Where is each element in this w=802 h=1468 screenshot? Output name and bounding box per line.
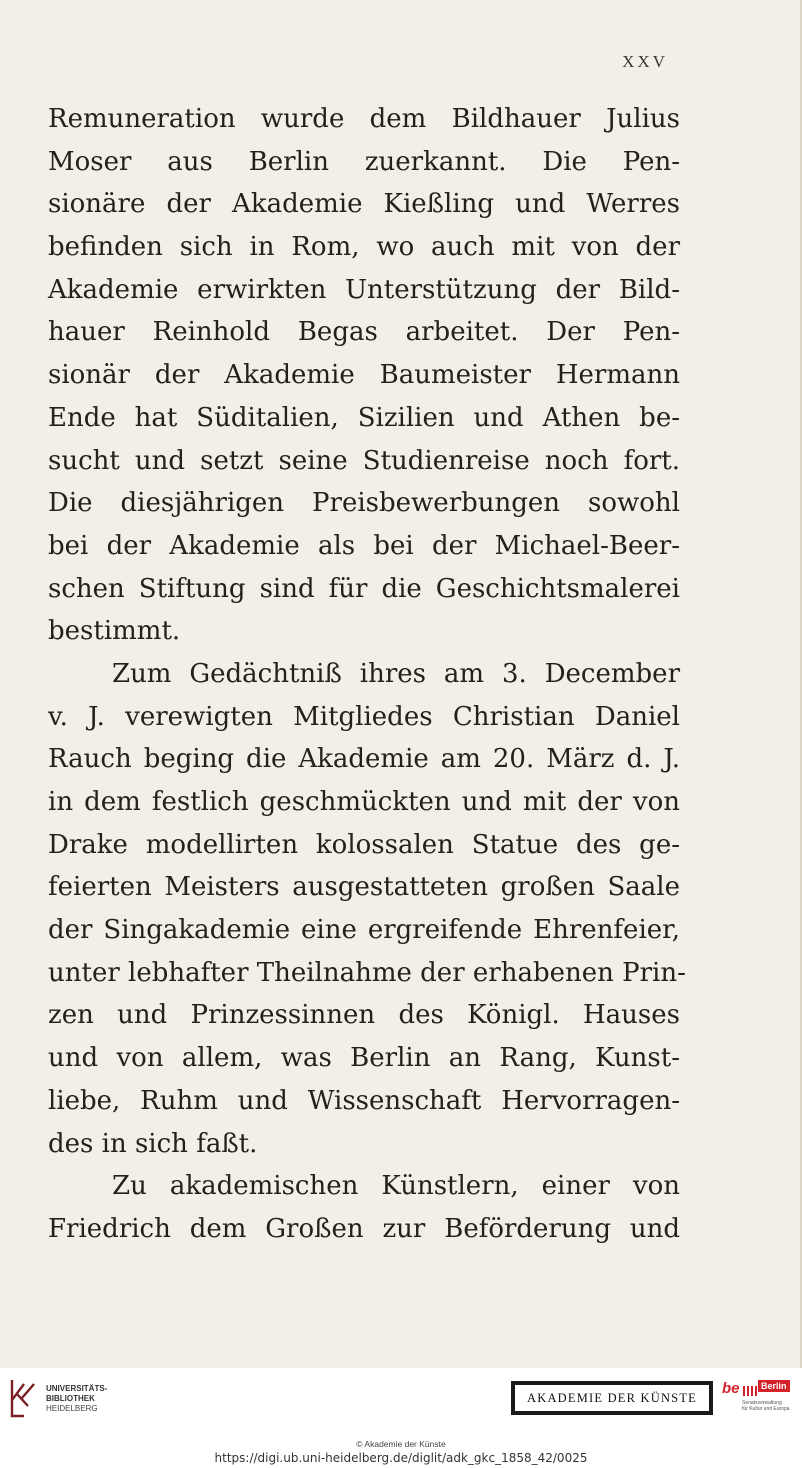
- text-line: liebe, Ruhm und Wissenschaft Hervorragen-: [48, 1085, 680, 1116]
- berlin-senate-text: [742, 1400, 790, 1412]
- berlin-be-mark: be: [722, 1380, 740, 1397]
- text-line: Zum Gedächtniß ihres am 3. December: [112, 658, 680, 689]
- library-name-line: UNIVERSITÄTS-: [46, 1384, 108, 1393]
- text-line: und von allem, was Berlin an Rang, Kunst-: [48, 1043, 680, 1074]
- university-library-name[interactable]: [46, 1384, 107, 1414]
- text-line: sucht und setzt seine Studienreise noch fort.: [48, 445, 680, 476]
- text-line: schen Stiftung sind für die Geschichtsmalerei: [48, 573, 680, 604]
- text-line: Akademie erwirkten Unterstützung der Bild-: [48, 274, 680, 305]
- text-line: Moser aus Berlin zuerkannt. Die Pen-: [48, 146, 680, 177]
- library-name-line: HEIDELBERG: [46, 1404, 98, 1413]
- text-line: Friedrich dem Großen zur Beförderung und: [48, 1213, 680, 1244]
- footer-bar: [0, 1370, 802, 1428]
- text-line: bei der Akademie als bei der Michael-Beer-: [48, 530, 680, 561]
- text-line: in dem festlich geschmückten und mit der von: [48, 787, 680, 817]
- text-line: bestimmt.: [48, 616, 181, 647]
- text-line: feierten Meisters ausgestatteten großen Saale: [48, 872, 680, 903]
- library-name-line: BIBLIOTHEK: [46, 1394, 95, 1403]
- text-line: befinden sich in Rom, wo auch mit von der: [48, 232, 680, 263]
- text-line: des in sich faßt.: [48, 1128, 258, 1159]
- text-line: Rauch beging die Akademie am 20. März d. J.: [48, 744, 680, 775]
- text-line: Ende hat Süditalien, Sizilien und Athen be-: [48, 402, 680, 433]
- text-line: hauer Reinhold Begas arbeitet. Der Pen-: [48, 317, 680, 348]
- text-line: unter lebhafter Theilnahme der erhabenen Prin-: [48, 957, 686, 988]
- text-line: zen und Prinzessinnen des Königl. Hauses: [48, 1000, 680, 1031]
- akademie-der-kuenste-logo[interactable]: [511, 1381, 713, 1415]
- text-line: Zu akademischen Künstlern, einer von: [112, 1171, 680, 1202]
- text-line: Drake modellirten kolossalen Statue des ge-: [48, 829, 680, 860]
- source-url[interactable]: https://digi.ub.uni-heidelberg.de/diglit/adk_gkc_1858_42/0025: [214, 1451, 588, 1465]
- text-line: Remuneration wurde dem Bildhauer Julius: [48, 104, 680, 134]
- copyright-notice: © Akademie der Künste: [356, 1439, 446, 1449]
- berlin-senate-line: Senatsverwaltung: [742, 1400, 782, 1406]
- text-line: sionäre der Akademie Kießling und Werres: [48, 189, 680, 220]
- berlin-wordmark: Berlin: [758, 1380, 790, 1392]
- text-line: der Singakademie eine ergreifende Ehrenfeier,: [48, 915, 680, 946]
- akademie-label: AKADEMIE DER KÜNSTE: [515, 1385, 709, 1411]
- page-number: XXV: [622, 52, 668, 71]
- text-line: Die diesjährigen Preisbewerbungen sowohl: [48, 488, 680, 519]
- text-line: v. J. verewigten Mitgliedes Christian Daniel: [48, 701, 680, 732]
- berlin-senate-logo[interactable]: [722, 1378, 792, 1420]
- berlin-bars-icon: [742, 1384, 758, 1398]
- body-text: [48, 98, 686, 1251]
- berlin-senate-line: für Kultur und Europa: [742, 1406, 790, 1412]
- university-library-logo-icon[interactable]: [8, 1376, 38, 1420]
- text-line: sionär der Akademie Baumeister Hermann: [48, 360, 680, 391]
